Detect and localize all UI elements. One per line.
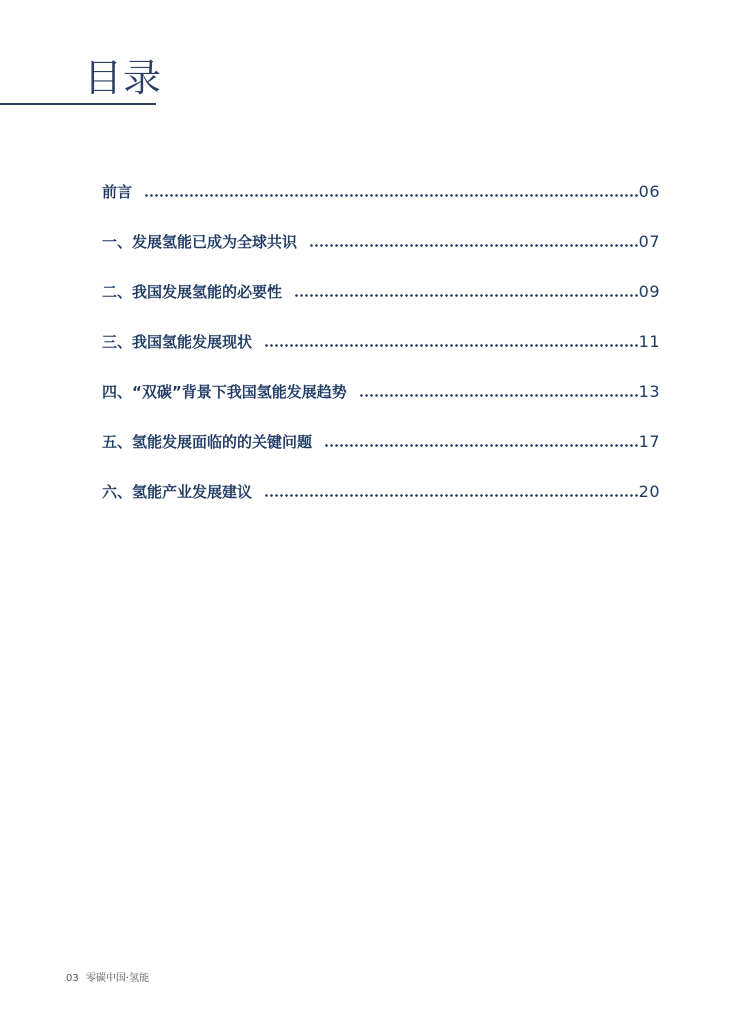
toc-entry-page: 13 bbox=[638, 381, 660, 401]
dot-leader bbox=[294, 294, 638, 297]
toc-entry-label: 二、我国发展氢能的必要性 bbox=[102, 282, 283, 301]
toc-entry-page: 09 bbox=[638, 281, 660, 301]
toc-entry-label: 六、氢能产业发展建议 bbox=[102, 482, 253, 501]
toc-entry-page: 11 bbox=[638, 331, 660, 351]
toc-entry-page: 20 bbox=[638, 481, 660, 501]
toc-entry-4[interactable] bbox=[102, 366, 660, 416]
toc-entry-page: 17 bbox=[638, 431, 660, 451]
dot-leader bbox=[144, 194, 638, 197]
toc-entry-3[interactable] bbox=[102, 316, 660, 366]
page-footer bbox=[66, 969, 153, 984]
toc-entry-label: 前言 bbox=[102, 182, 133, 201]
dot-leader bbox=[309, 244, 638, 247]
title-underline bbox=[0, 103, 156, 105]
toc-entry-page: 06 bbox=[638, 181, 660, 201]
toc-entry-page: 07 bbox=[638, 231, 660, 251]
toc-entry-label: 四、“双碳”背景下我国氢能发展趋势 bbox=[102, 382, 347, 401]
toc-entry-label: 五、氢能发展面临的的关键问题 bbox=[102, 432, 313, 451]
dot-leader bbox=[324, 444, 638, 447]
dot-leader bbox=[264, 494, 638, 497]
title-block bbox=[0, 56, 163, 106]
dot-leader bbox=[359, 394, 638, 397]
toc-entry-1[interactable] bbox=[102, 216, 660, 266]
toc-entry-label: 一、发展氢能已成为全球共识 bbox=[102, 232, 298, 251]
toc-entry-2[interactable] bbox=[102, 266, 660, 316]
toc-entry-5[interactable] bbox=[102, 416, 660, 466]
toc-entry-preface[interactable] bbox=[102, 166, 660, 216]
dot-leader bbox=[264, 344, 638, 347]
footer-page-number: 03 bbox=[66, 973, 79, 984]
toc-entry-6[interactable] bbox=[102, 466, 660, 516]
table-of-contents bbox=[102, 166, 660, 516]
page-title: 目录 bbox=[84, 56, 163, 100]
footer-publication: 零碳中国·氢能 bbox=[85, 973, 150, 984]
toc-entry-label: 三、我国氢能发展现状 bbox=[102, 332, 253, 351]
